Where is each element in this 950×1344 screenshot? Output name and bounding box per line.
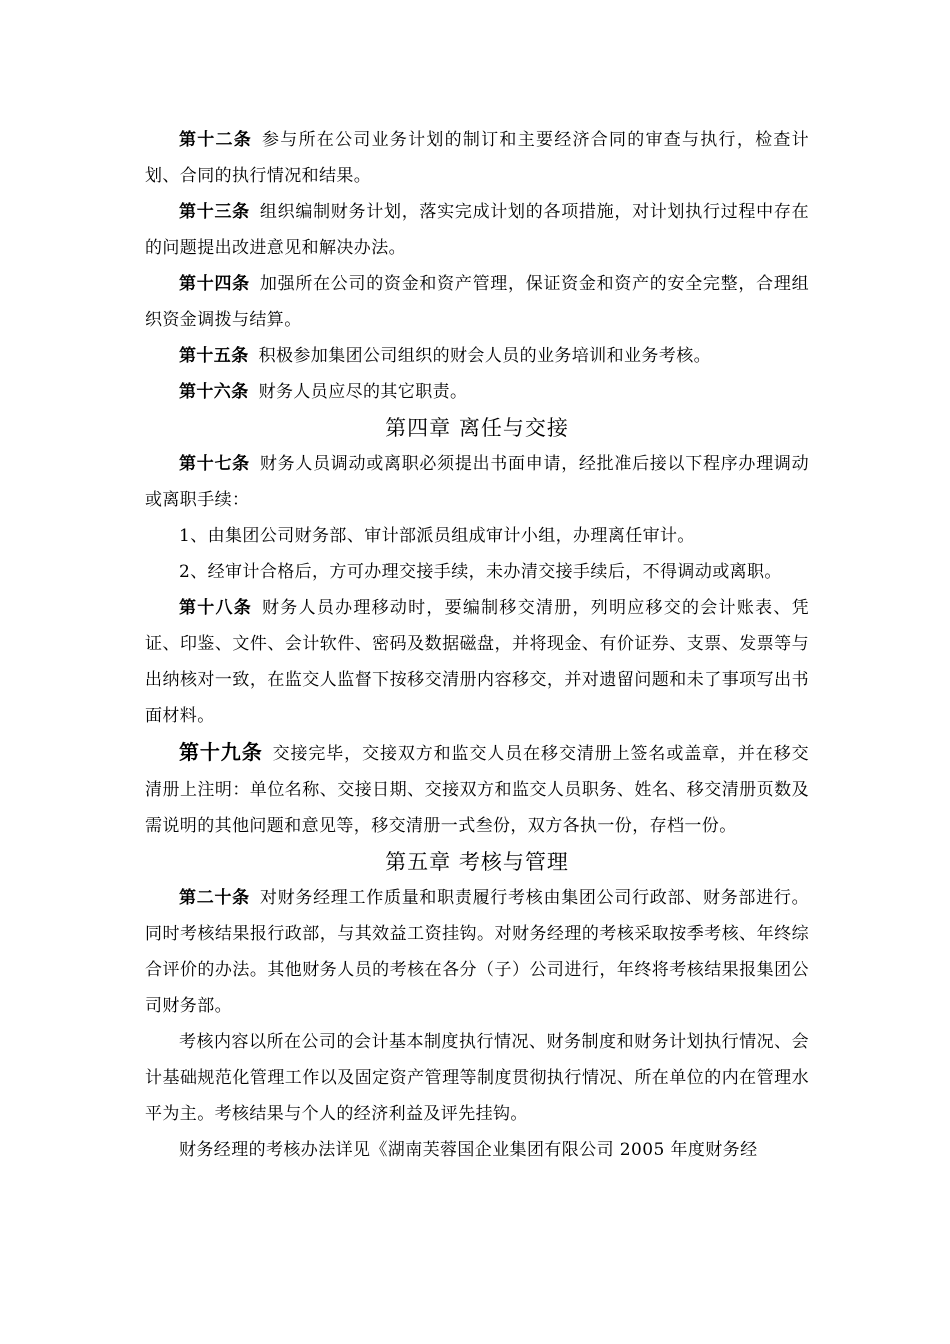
article-text: 财务人员应尽的其它职责。: [258, 382, 468, 402]
article-text: 交接完毕，交接双方和监交人员在移交清册上签名或盖章，并在移交清册上注明：单位名称、交接日期、交接双方和监交人员职务、姓名、移交清册页数及需说明的其他问题和意见等，移交清册一式叁份，双方各执一份，存档一份。: [145, 744, 809, 836]
list-item-1: 1、由集团公司财务部、审计部派员组成审计小组，办理离任审计。: [179, 526, 695, 546]
article-text: 组织编制财务计划，落实完成计划的各项措施，对计划执行过程中存在的问题提出改进意见和解决办法。: [145, 202, 809, 258]
list-item-2: 2、经审计合格后，方可办理交接手续，未办清交接手续后，不得调动或离职。: [179, 562, 782, 582]
article-20: [145, 880, 809, 1024]
article-number: 第十八条: [179, 598, 253, 618]
article-number: 第十三条: [179, 202, 250, 222]
article-number: 第十七条: [179, 454, 250, 474]
document-body: [145, 122, 809, 1168]
article-text: 加强所在公司的资金和资产管理，保证资金和资产的安全完整，合理组织资金调拨与结算。: [145, 274, 809, 330]
article-number: 第十五条: [179, 346, 249, 366]
article-14: [145, 266, 809, 338]
chapter-4-heading: 第四章 离任与交接: [385, 416, 569, 440]
article-19: [145, 734, 809, 844]
article-number: 第十六条: [179, 382, 249, 402]
article-number: 第十九条: [179, 740, 263, 764]
article-16: [145, 374, 809, 410]
paragraph-assessment-content: 考核内容以所在公司的会计基本制度执行情况、财务制度和财务计划执行情况、会计基础规范化管理工作以及固定资产管理等制度贯彻执行情况、所在单位的内在管理水平为主。考核结果与个人的经济利益及评先挂钩。: [145, 1032, 809, 1124]
article-text: 财务人员调动或离职必须提出书面申请，经批准后接以下程序办理调动或离职手续：: [145, 454, 809, 510]
article-13: [145, 194, 809, 266]
article-number: 第十二条: [179, 130, 253, 150]
article-17: [145, 446, 809, 518]
article-text: 参与所在公司业务计划的制订和主要经济合同的审查与执行，检查计划、合同的执行情况和结果。: [145, 130, 809, 186]
article-12: [145, 122, 809, 194]
article-15: [145, 338, 809, 374]
article-number: 第十四条: [179, 274, 250, 294]
article-text: 对财务经理工作质量和职责履行考核由集团公司行政部、财务部进行。同时考核结果报行政部，与其效益工资挂钩。对财务经理的考核采取按季考核、年终综合评价的办法。其他财务人员的考核在各分（子）公司进行，年终将考核结果报集团公司财务部。: [145, 888, 809, 1016]
article-18: [145, 590, 809, 734]
article-number: 第二十条: [179, 888, 250, 908]
chapter-5-heading: 第五章 考核与管理: [385, 850, 569, 874]
article-text: 财务人员办理移动时，要编制移交清册，列明应移交的会计账表、凭证、印鉴、文件、会计软件、密码及数据磁盘，并将现金、有价证券、支票、发票等与出纳核对一致，在监交人监督下按移交清册内容移交，并对遗留问题和未了事项写出书面材料。: [145, 598, 809, 726]
article-text: 积极参加集团公司组织的财会人员的业务培训和业务考核。: [258, 346, 712, 366]
paragraph-assessment-method: 财务经理的考核办法详见《湖南芙蓉国企业集团有限公司 2005 年度财务经: [179, 1140, 758, 1160]
